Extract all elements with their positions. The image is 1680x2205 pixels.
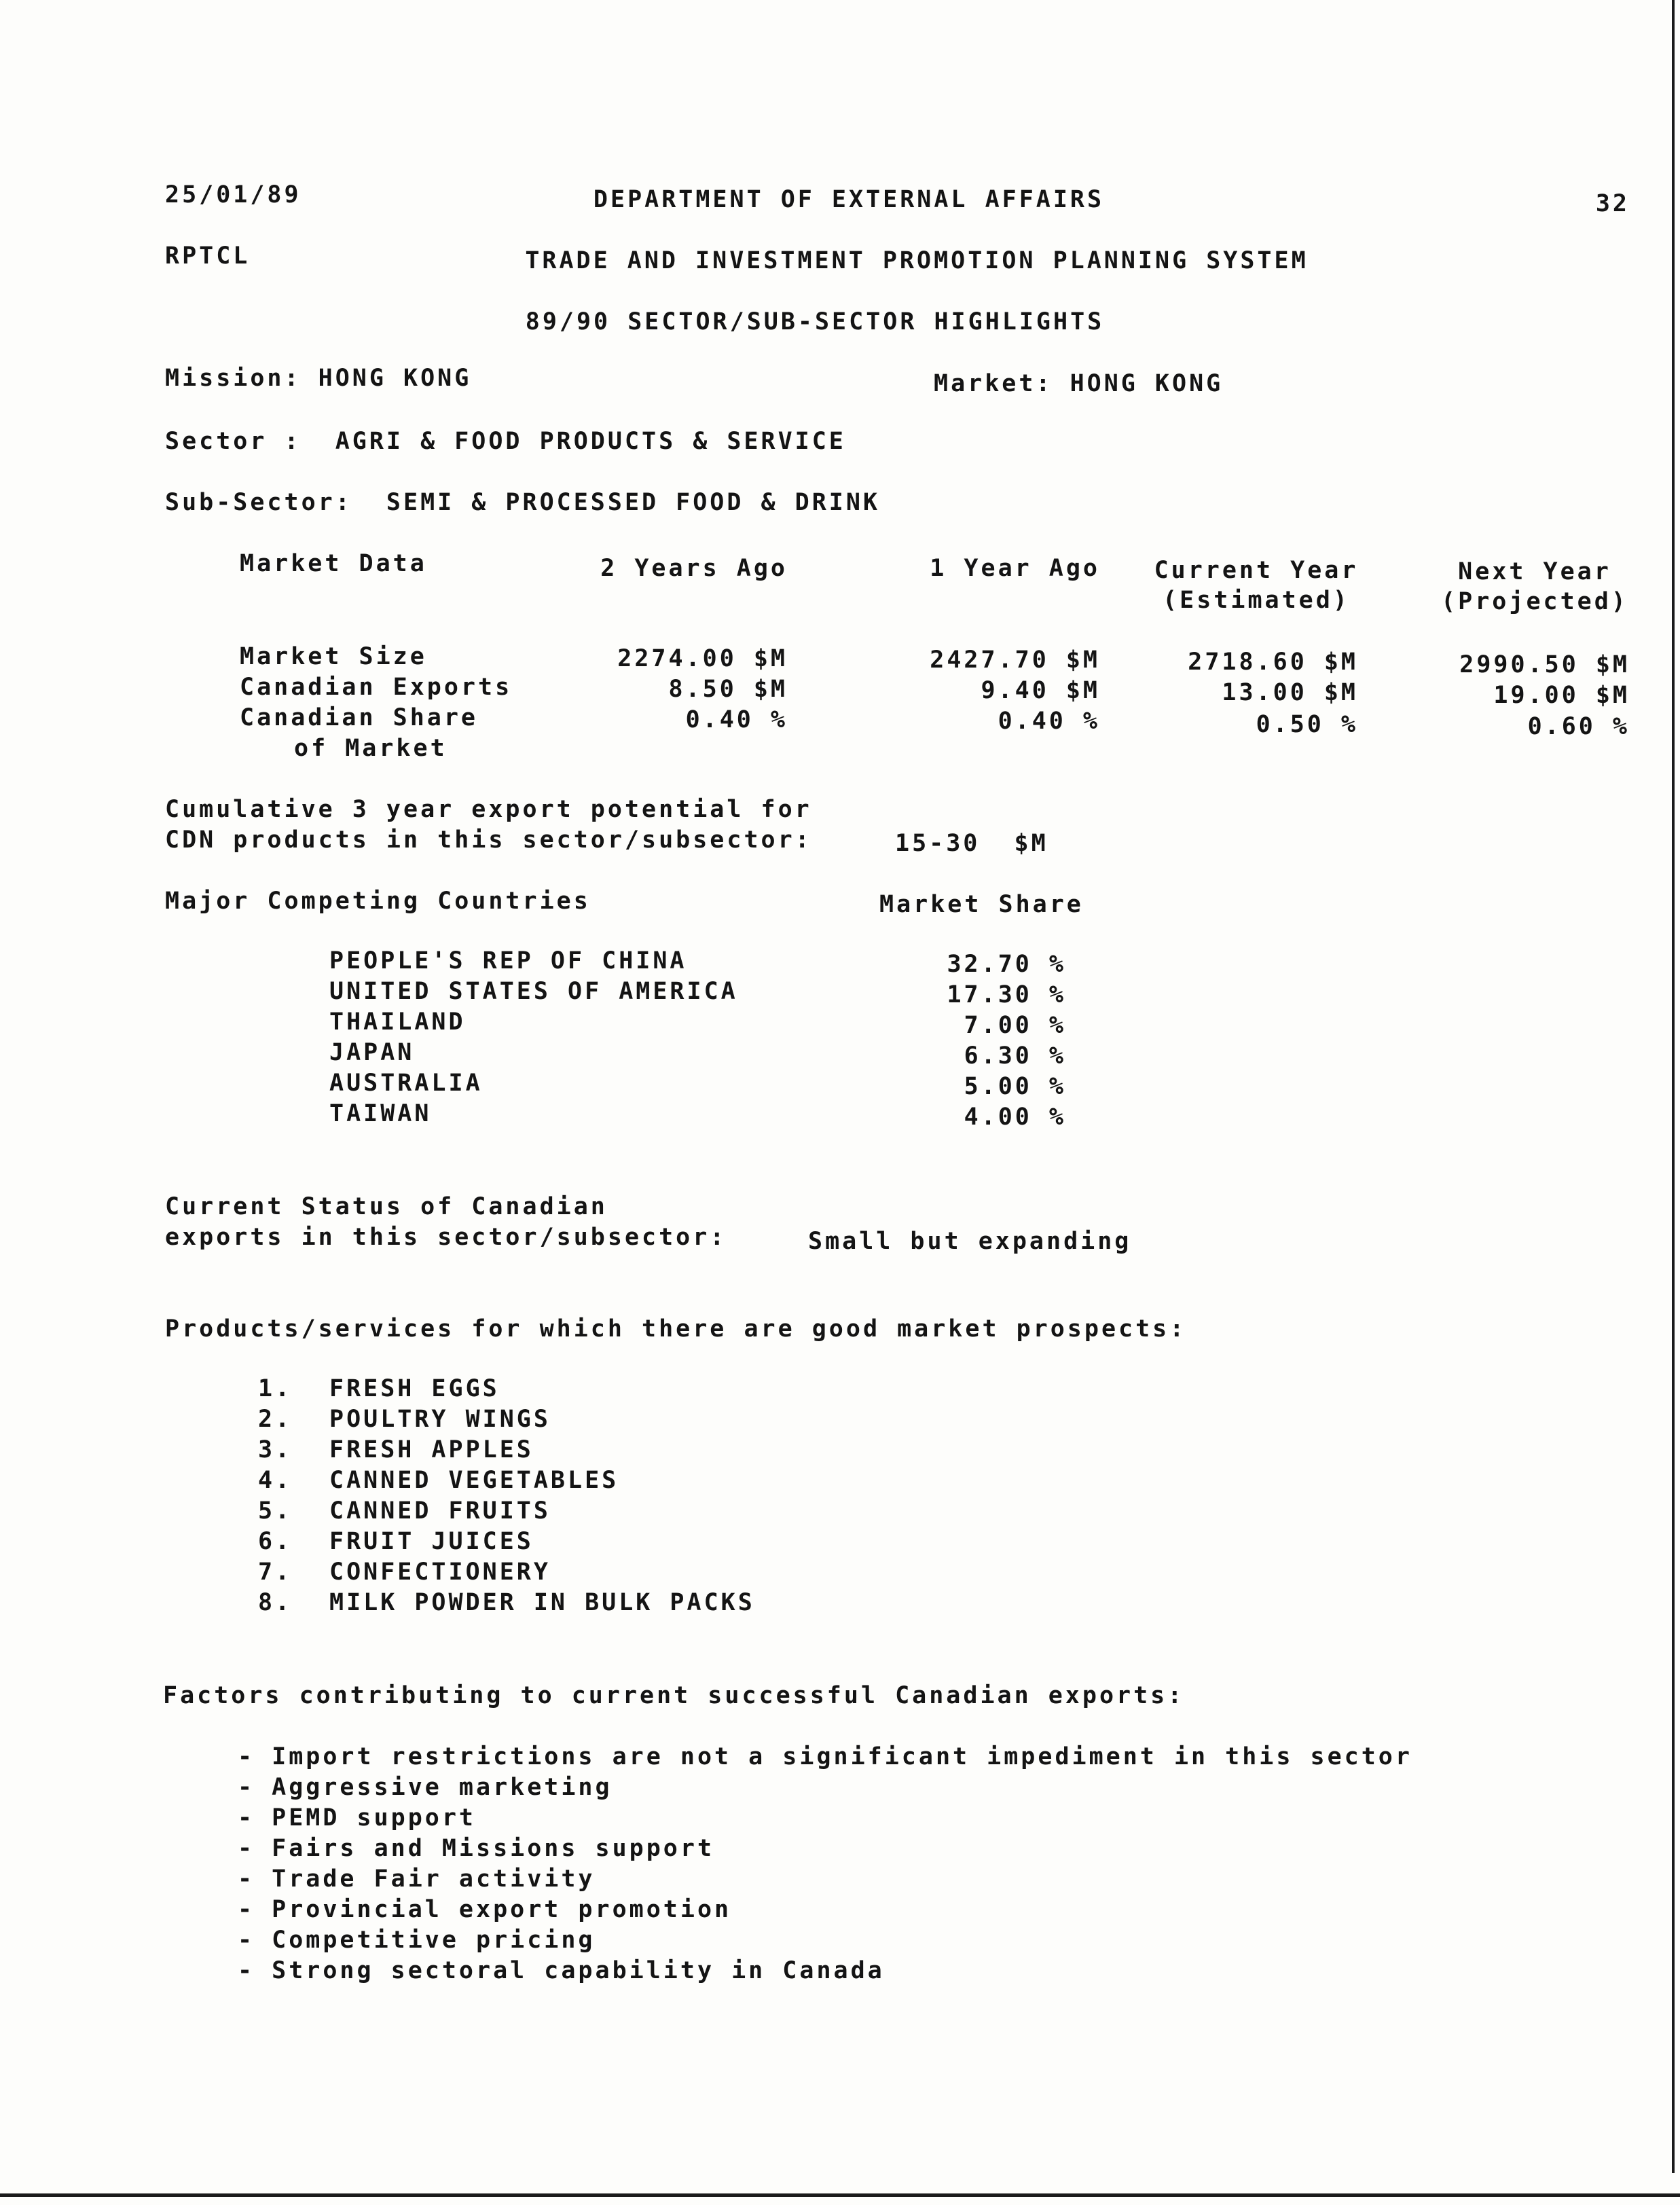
table-cell: 2427.70 $M bbox=[930, 646, 1100, 674]
department-title: DEPARTMENT OF EXTERNAL AFFAIRS bbox=[593, 186, 1105, 213]
competitor-country: AUSTRALIA bbox=[329, 1070, 483, 1097]
potential-line-2: CDN products in this sector/subsector: bbox=[165, 826, 812, 854]
status-value: Small but expanding bbox=[808, 1228, 1132, 1255]
col-header-1-year-ago: 1 Year Ago bbox=[930, 555, 1100, 582]
table-cell: 2990.50 $M bbox=[1459, 651, 1630, 678]
factors-header: Factors contributing to current successful Canadian exports: bbox=[163, 1682, 1185, 1709]
table-cell: 9.40 $M bbox=[981, 677, 1100, 704]
col-header-next-year: Next Year bbox=[1458, 558, 1611, 585]
status-line-1: Current Status of Canadian bbox=[165, 1193, 608, 1220]
report-subtitle: 89/90 SECTOR/SUB-SECTOR HIGHLIGHTS bbox=[525, 308, 1105, 335]
table-cell: 2274.00 $M bbox=[617, 645, 788, 672]
competitor-share: 32.70 % bbox=[947, 951, 1066, 978]
item-text: CANNED VEGETABLES bbox=[329, 1467, 619, 1494]
col-header-current-year: Current Year bbox=[1154, 557, 1359, 584]
mission-label: Mission: HONG KONG bbox=[165, 365, 472, 392]
col-subheader-next-year: (Projected) bbox=[1441, 588, 1628, 615]
competitor-share: 6.30 % bbox=[964, 1042, 1066, 1070]
list-item: - Fairs and Missions support bbox=[238, 1835, 715, 1862]
market-data-header: Market Data bbox=[240, 550, 427, 577]
competitors-header: Major Competing Countries bbox=[165, 888, 591, 915]
potential-value: 15-30 $M bbox=[895, 830, 1048, 857]
list-item: - Import restrictions are not a significant impediment in this sector bbox=[238, 1743, 1412, 1770]
item-text: CANNED FRUITS bbox=[329, 1497, 551, 1525]
sub-sector-label: Sub-Sector: SEMI & PROCESSED FOOD & DRINK bbox=[165, 489, 881, 516]
item-number: 7. bbox=[258, 1559, 293, 1586]
row-label-continued: of Market bbox=[294, 735, 448, 762]
item-number: 3. bbox=[258, 1436, 293, 1463]
competitor-share: 7.00 % bbox=[964, 1012, 1066, 1039]
competitor-share: 17.30 % bbox=[947, 981, 1066, 1008]
table-cell: 0.40 % bbox=[998, 708, 1100, 735]
item-text: FRUIT JUICES bbox=[329, 1528, 534, 1555]
row-label: Canadian Exports bbox=[240, 674, 513, 701]
list-item: - PEMD support bbox=[238, 1804, 477, 1832]
list-item: - Trade Fair activity bbox=[238, 1865, 596, 1893]
competitor-country: PEOPLE'S REP OF CHINA bbox=[329, 947, 687, 974]
item-text: POULTRY WINGS bbox=[329, 1406, 551, 1433]
report-date: 25/01/89 bbox=[165, 181, 302, 208]
table-cell: 2718.60 $M bbox=[1188, 649, 1358, 676]
item-text: FRESH EGGS bbox=[329, 1375, 500, 1402]
market-share-header: Market Share bbox=[879, 891, 1084, 918]
status-line-2: exports in this sector/subsector: bbox=[165, 1224, 727, 1251]
item-text: FRESH APPLES bbox=[329, 1436, 534, 1463]
item-number: 8. bbox=[258, 1589, 293, 1616]
row-label: Canadian Share bbox=[240, 704, 479, 731]
potential-line-1: Cumulative 3 year export potential for bbox=[165, 796, 812, 823]
table-cell: 8.50 $M bbox=[668, 676, 788, 703]
item-number: 2. bbox=[258, 1406, 293, 1433]
table-cell: 19.00 $M bbox=[1493, 682, 1630, 709]
table-cell: 13.00 $M bbox=[1222, 679, 1358, 706]
item-number: 4. bbox=[258, 1467, 293, 1494]
page-number: 32 bbox=[1595, 190, 1630, 217]
competitor-country: JAPAN bbox=[329, 1039, 415, 1066]
row-label: Market Size bbox=[240, 643, 427, 670]
competitor-country: THAILAND bbox=[329, 1008, 466, 1036]
system-title: TRADE AND INVESTMENT PROMOTION PLANNING SYSTEM bbox=[525, 247, 1309, 274]
col-header-2-years-ago: 2 Years Ago bbox=[600, 555, 788, 582]
sector-label: Sector : AGRI & FOOD PRODUCTS & SERVICE bbox=[165, 428, 846, 455]
list-item: - Provincial export promotion bbox=[238, 1896, 732, 1923]
market-label: Market: HONG KONG bbox=[934, 370, 1224, 397]
col-subheader-current-year: (Estimated) bbox=[1163, 587, 1350, 614]
item-number: 1. bbox=[258, 1375, 293, 1402]
table-cell: 0.50 % bbox=[1256, 711, 1358, 738]
list-item: - Strong sectoral capability in Canada bbox=[238, 1957, 885, 1984]
table-cell: 0.60 % bbox=[1527, 713, 1630, 740]
list-item: - Competitive pricing bbox=[238, 1927, 596, 1954]
report-code: RPTCL bbox=[165, 242, 251, 270]
competitor-country: TAIWAN bbox=[329, 1100, 432, 1127]
scan-edge-right bbox=[1672, 0, 1675, 2173]
item-text: CONFECTIONERY bbox=[329, 1559, 551, 1586]
products-header: Products/services for which there are good market prospects: bbox=[165, 1315, 1187, 1343]
item-text: MILK POWDER IN BULK PACKS bbox=[329, 1589, 755, 1616]
item-number: 5. bbox=[258, 1497, 293, 1525]
scan-edge-bottom bbox=[0, 2193, 1680, 2197]
item-number: 6. bbox=[258, 1528, 293, 1555]
competitor-share: 4.00 % bbox=[964, 1104, 1066, 1131]
list-item: - Aggressive marketing bbox=[238, 1774, 613, 1801]
table-cell: 0.40 % bbox=[685, 706, 788, 733]
competitor-country: UNITED STATES OF AMERICA bbox=[329, 978, 738, 1005]
competitor-share: 5.00 % bbox=[964, 1073, 1066, 1100]
